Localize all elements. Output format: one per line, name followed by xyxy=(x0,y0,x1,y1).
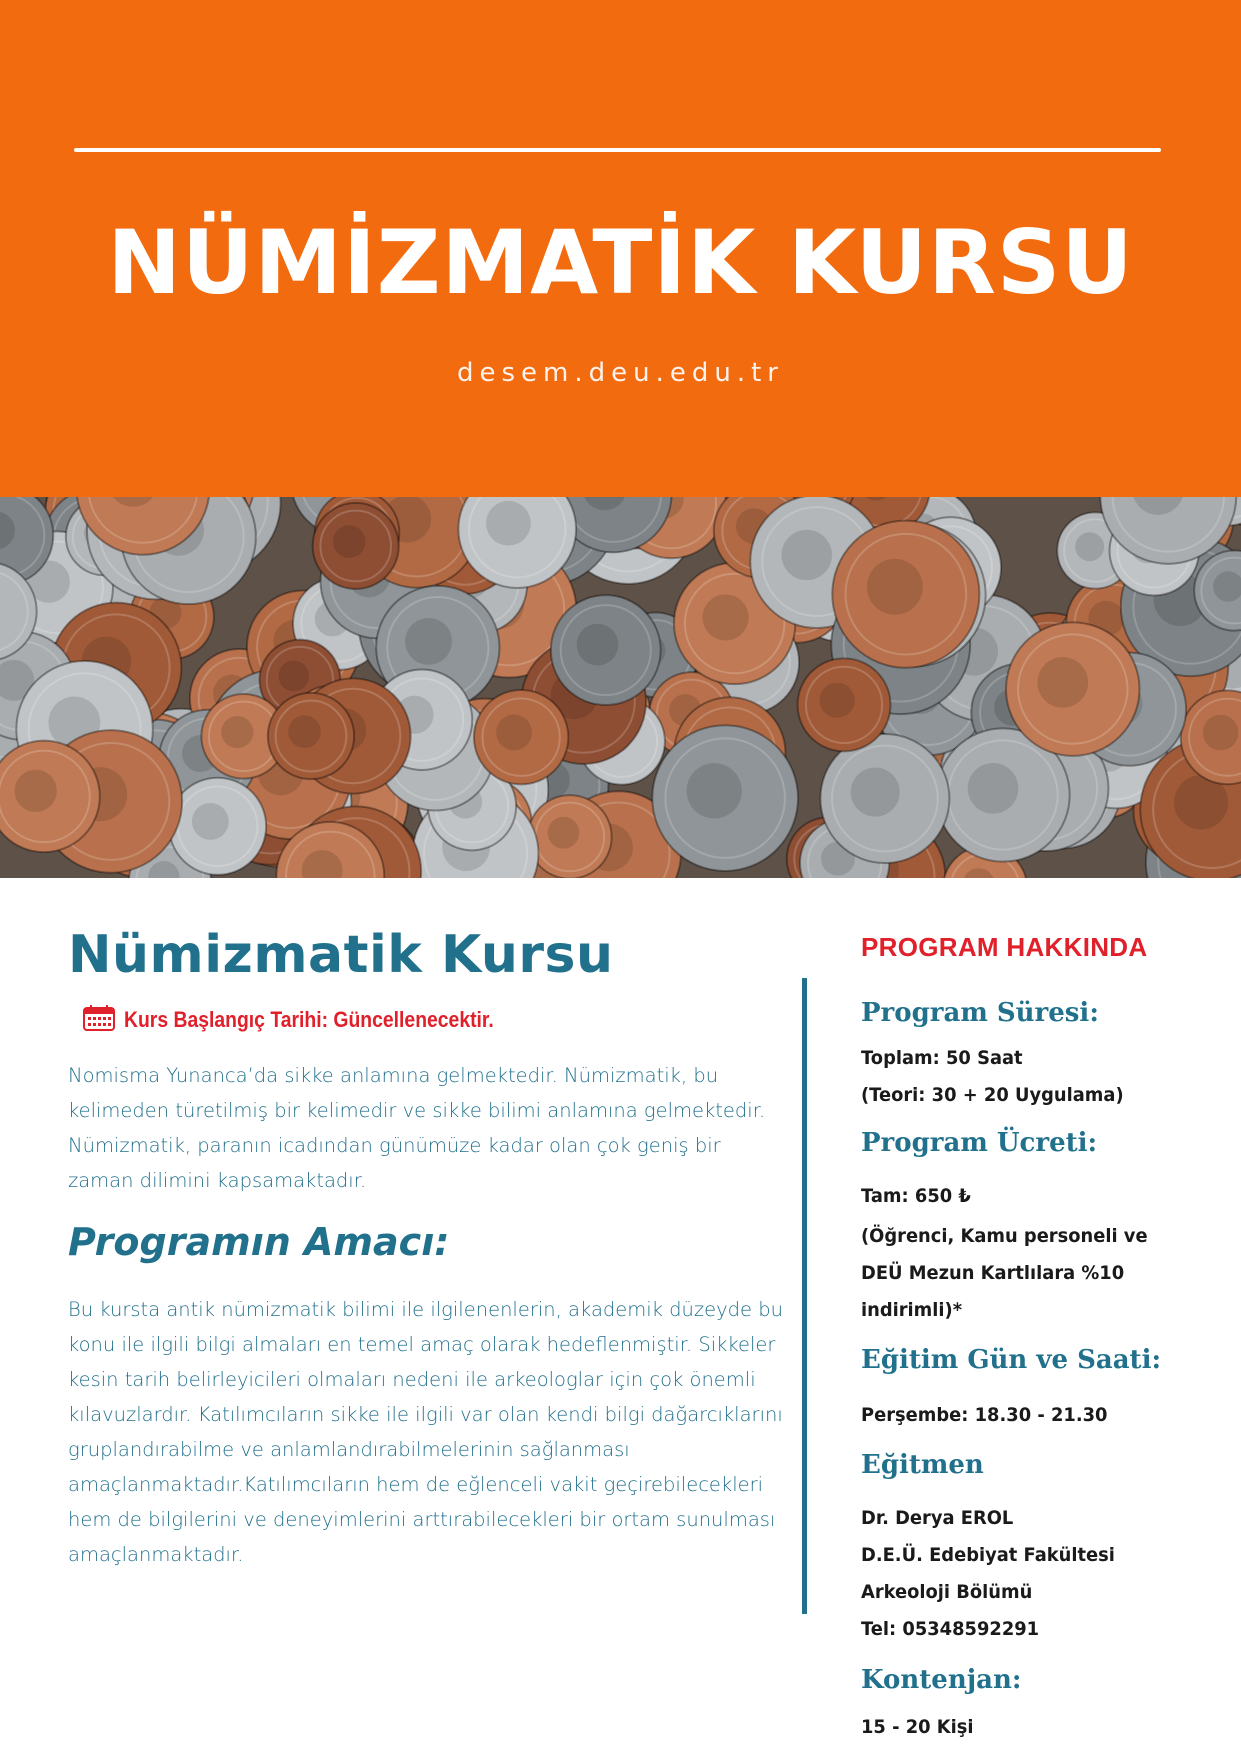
calendar-icon xyxy=(82,1004,116,1036)
coins-image xyxy=(0,497,1241,878)
course-title: Nümizmatik Kursu xyxy=(68,925,614,985)
coin xyxy=(474,690,568,784)
quota-value: 15 - 20 Kişi xyxy=(861,1716,974,1738)
column-divider xyxy=(802,978,807,1614)
intro-paragraph: Nomisma Yunanca’da sikke anlamına gelmektedir. Nümizmatik, bu kelimeden türetilmiş bir kelimedir ve sikke bilimi anlamına gelmektedir. Nümizmatik, paranın icadından günümüze kadar olan çok geniş bir zaman dilimini kapsamaktadır. xyxy=(68,1064,766,1192)
coin xyxy=(652,725,798,871)
schedule-heading: Eğitim Gün ve Saati: xyxy=(861,1345,1162,1375)
coin xyxy=(1006,622,1139,755)
coin xyxy=(0,741,100,853)
fee-discount-line3: indirimli)* xyxy=(861,1299,963,1321)
fee-heading: Program Ücreti: xyxy=(861,1128,1098,1158)
website-url: desem.deu.edu.tr xyxy=(456,358,784,388)
coin xyxy=(528,795,612,878)
start-date-text: Kurs Başlangıç Tarihi: Güncellenecektir. xyxy=(124,1007,494,1032)
coin xyxy=(798,658,891,751)
schedule-time: Perşembe: 18.30 - 21.30 xyxy=(861,1404,1108,1426)
start-date-row xyxy=(82,1004,544,1036)
instructor-name: Dr. Derya EROL xyxy=(861,1507,1014,1529)
aim-paragraph: Bu kursta antik nümizmatik bilimi ile ilgilenenlerin, akademik düzeyde bu konu ile ilgili bilgi almaları en temel amaç olarak hedeflenmiştir. Sikkeler kesin tarih belirleyicileri olmaları nedeni ile arkeologlar için çok önemli kılavuzlardır. Katılımcıların sikke ile ilgili var olan kendi bilgi dağarcıklarını gruplandırabilme ve anlamlandırabilmelerinin sağlanması amaçlanmaktadır.Katılımcıların hem de eğlenceli vakit geçirebilecekleri hem de bilgilerini ve deneyimlerini arttırabilecekleri bir ortam sunulması amaçlanmaktadır. xyxy=(68,1298,783,1566)
fee-discount-line1: (Öğrenci, Kamu personeli ve xyxy=(861,1225,1148,1247)
coin xyxy=(820,734,949,863)
coin xyxy=(832,521,979,668)
fee-discount-line2: DEÜ Mezun Kartlılara %10 xyxy=(861,1262,1125,1284)
page-title: NÜMİZMATİK KURSU xyxy=(107,211,1134,314)
aim-heading: Programın Amacı: xyxy=(68,1220,450,1264)
instructor-faculty: D.E.Ü. Edebiyat Fakültesi xyxy=(861,1544,1115,1566)
duration-total: Toplam: 50 Saat xyxy=(861,1047,1023,1069)
quota-heading: Kontenjan: xyxy=(861,1665,1022,1695)
duration-heading: Program Süresi: xyxy=(861,998,1099,1028)
duration-breakdown: (Teori: 30 + 20 Uygulama) xyxy=(861,1084,1124,1106)
coin xyxy=(313,503,399,589)
program-info-heading: PROGRAM HAKKINDA xyxy=(861,932,1148,962)
coin xyxy=(551,595,661,705)
instructor-department: Arkeoloji Bölümü xyxy=(861,1581,1033,1603)
instructor-heading: Eğitmen xyxy=(861,1450,984,1480)
coin xyxy=(268,693,354,779)
coins-photo xyxy=(0,497,1241,878)
coin xyxy=(169,778,266,875)
header-banner xyxy=(0,0,1241,497)
instructor-phone: Tel: 05348592291 xyxy=(861,1618,1040,1640)
header-divider xyxy=(74,148,1161,152)
fee-amount: Tam: 650 ₺ xyxy=(861,1185,971,1207)
